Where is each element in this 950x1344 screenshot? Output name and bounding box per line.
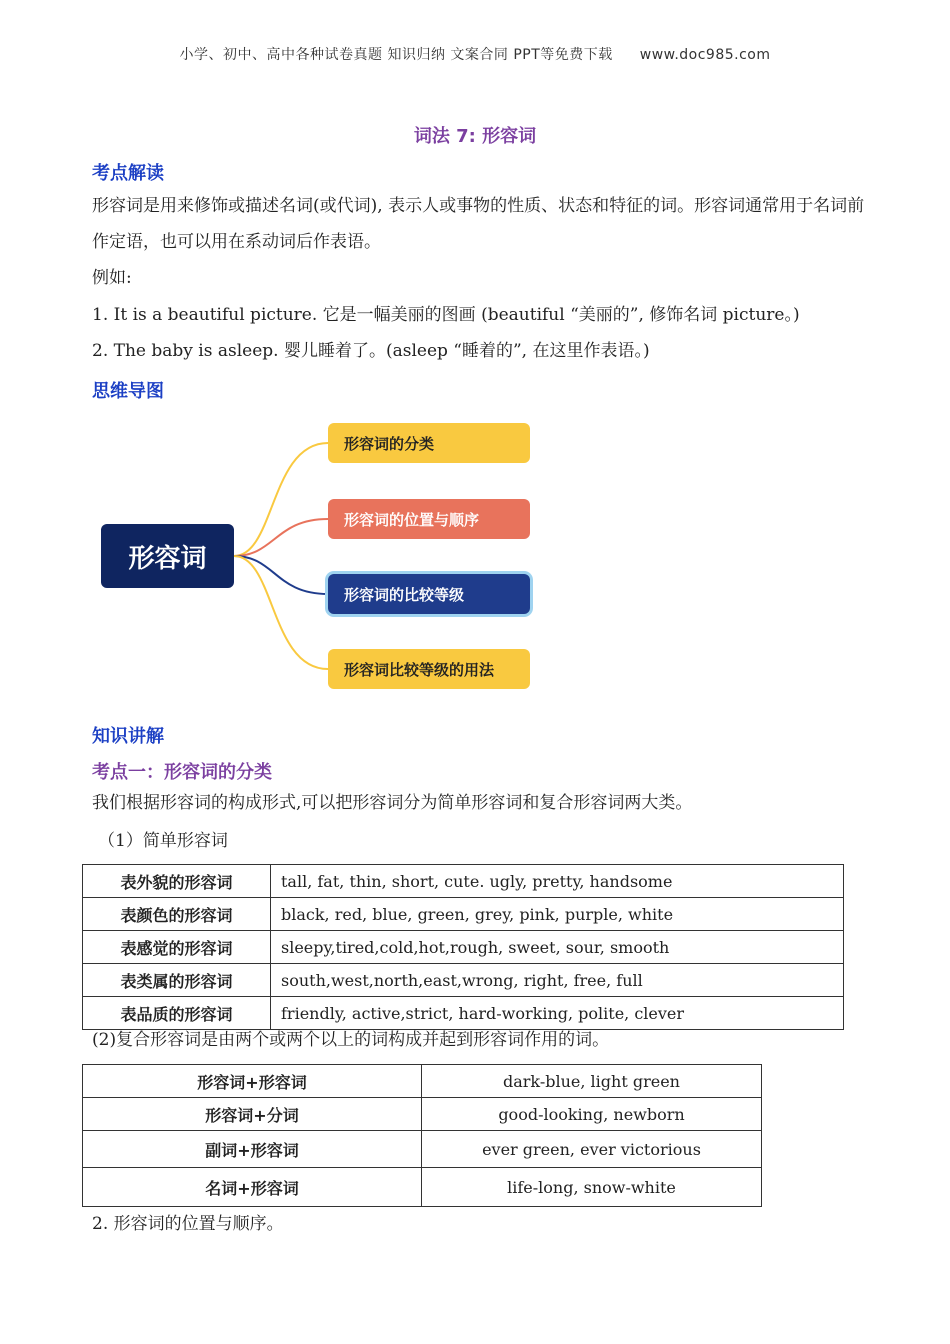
table-cell-value: tall, fat, thin, short, cute. ugly, pretty, handsome [271, 865, 844, 898]
header-site[interactable]: www.doc985.com [639, 47, 771, 63]
table-cell-key: 表感觉的形容词 [83, 931, 271, 964]
table-cell-key: 表品质的形容词 [83, 997, 271, 1030]
header-text: 小学、初中、高中各种试卷真题 知识归纳 文案合同 PPT等免费下载 [179, 47, 613, 63]
section-heading-explanation: 考点解读 [92, 163, 164, 184]
table-row [83, 964, 844, 997]
table-cell-value: black, red, blue, green, grey, pink, purple, white [271, 898, 844, 931]
definition-paragraph: 形容词是用来修饰或描述名词(或代词), 表示人或事物的性质、状态和特征的词。形容词通常用于名词前作定语，也可以用在系动词后作表语。 [92, 196, 865, 252]
table-cell-value: friendly, active,strict, hard-working, polite, clever [271, 997, 844, 1030]
table-cell-value: sleepy,tired,cold,hot,rough, sweet, sour, smooth [271, 931, 844, 964]
table-cell-key: 形容词+分词 [83, 1098, 422, 1131]
point1-heading: 考点一：形容词的分类 [92, 762, 272, 783]
table-cell-key: 副词+形容词 [83, 1131, 422, 1168]
page-title: 词法 7: 形容词 [413, 126, 537, 147]
table-cell-key: 表外貌的形容词 [83, 865, 271, 898]
table-row [83, 1098, 762, 1131]
example-2: 2. The baby is asleep. 婴儿睡着了。(asleep “睡着的”, 在这里作表语。) [92, 341, 650, 361]
table-cell-value: life-long, snow-white [422, 1168, 762, 1207]
mindmap-root: 形容词 [101, 524, 234, 588]
table-row [83, 865, 844, 898]
table-row [83, 898, 844, 931]
table-row [83, 931, 844, 964]
mindmap-node-comparison: 形容词的比较等级 [328, 574, 530, 614]
simple-adjectives-label: （1）简单形容词 [98, 831, 228, 851]
table-row [83, 1065, 762, 1098]
connector-4 [234, 556, 328, 669]
mindmap-node-position-order: 形容词的位置与顺序 [328, 499, 530, 539]
compound-adjectives-table [82, 1064, 762, 1207]
table-row [83, 1168, 762, 1207]
table-cell-value: dark-blue, light green [422, 1065, 762, 1098]
section-heading-knowledge: 知识讲解 [92, 726, 164, 747]
table-cell-key: 表颜色的形容词 [83, 898, 271, 931]
table-cell-value: good-looking, newborn [422, 1098, 762, 1131]
table-cell-key: 形容词+形容词 [83, 1065, 422, 1098]
example-label: 例如: [92, 268, 132, 288]
simple-adjectives-table [82, 864, 844, 1030]
compound-adjectives-label: (2)复合形容词是由两个或两个以上的词构成并起到形容词作用的词。 [92, 1030, 610, 1050]
table-cell-value: ever green, ever victorious [422, 1131, 762, 1168]
point1-intro: 我们根据形容词的构成形式,可以把形容词分为简单形容词和复合形容词两大类。 [92, 793, 693, 813]
example-1: 1. It is a beautiful picture. 它是一幅美丽的图画 (beautiful “美丽的”, 修饰名词 picture。) [92, 305, 800, 325]
table-cell-key: 表类属的形容词 [83, 964, 271, 997]
table-row [83, 1131, 762, 1168]
connector-1 [234, 443, 328, 556]
mindmap-node-classification: 形容词的分类 [328, 423, 530, 463]
table-cell-key: 名词+形容词 [83, 1168, 422, 1207]
section-heading-mindmap: 思维导图 [92, 381, 164, 402]
next-section-heading: 2. 形容词的位置与顺序。 [92, 1214, 284, 1234]
mindmap-node-comparison-usage: 形容词比较等级的用法 [328, 649, 530, 689]
table-cell-value: south,west,north,east,wrong, right, free, full [271, 964, 844, 997]
